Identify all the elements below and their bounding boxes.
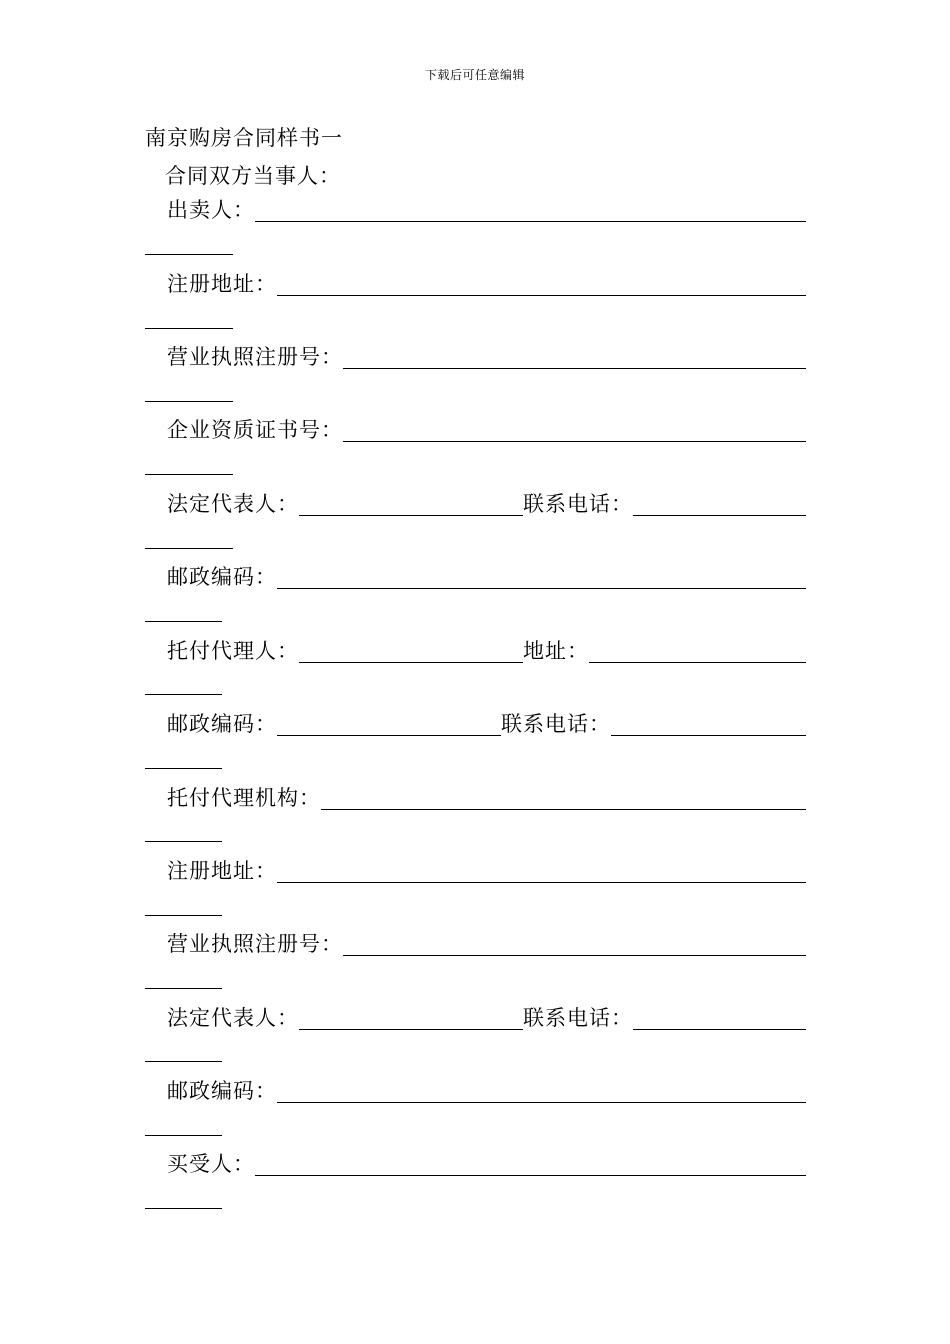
field-label: 邮政编码：: [167, 712, 277, 736]
field-row-agent: [167, 633, 806, 667]
fill-in-blank[interactable]: [343, 415, 806, 442]
field-label: 注册地址：: [167, 272, 277, 296]
field-label: 营业执照注册号：: [167, 932, 343, 956]
fill-in-blank-continuation[interactable]: [145, 694, 222, 695]
fill-in-blank[interactable]: [343, 929, 806, 956]
field-label: 法定代表人：: [167, 492, 299, 516]
fill-in-blank[interactable]: [277, 269, 806, 296]
fill-in-blank-continuation[interactable]: [145, 1061, 222, 1062]
fill-in-blank-continuation[interactable]: [145, 474, 233, 475]
field-label: 营业执照注册号：: [167, 345, 343, 369]
field-label: 法定代表人：: [167, 1006, 299, 1030]
fill-in-blank-continuation[interactable]: [145, 1208, 222, 1209]
fill-in-blank[interactable]: [277, 562, 806, 589]
field-row-business-license: [167, 339, 806, 373]
fill-in-blank[interactable]: [299, 489, 523, 516]
page-header: 下载后可任意编辑: [424, 68, 525, 82]
fill-in-blank[interactable]: [277, 709, 501, 736]
field-row-buyer: [167, 1146, 806, 1180]
fill-in-blank[interactable]: [277, 1076, 806, 1103]
fill-in-blank[interactable]: [633, 1003, 806, 1030]
field-row-postal-code: [167, 559, 806, 593]
field-label: 邮政编码：: [167, 565, 277, 589]
field-label-address: 地址：: [523, 639, 589, 663]
field-row-agency-license: [167, 926, 806, 960]
fill-in-blank-continuation[interactable]: [145, 768, 222, 769]
field-row-agent-postal: [167, 706, 806, 740]
field-label-phone: 联系电话：: [523, 492, 633, 516]
fill-in-blank-continuation[interactable]: [145, 621, 222, 622]
fill-in-blank[interactable]: [255, 195, 806, 222]
fill-in-blank-continuation[interactable]: [145, 915, 222, 916]
field-row-qualification-cert: [167, 412, 806, 446]
field-label: 邮政编码：: [167, 1079, 277, 1103]
field-label: 注册地址：: [167, 859, 277, 883]
fill-in-blank[interactable]: [299, 636, 523, 663]
field-label-phone: 联系电话：: [523, 1006, 633, 1030]
fill-in-blank-continuation[interactable]: [145, 1135, 222, 1136]
field-row-agency-address: [167, 853, 806, 887]
fill-in-blank-continuation[interactable]: [145, 254, 233, 255]
field-row-agency: [167, 780, 806, 814]
fill-in-blank[interactable]: [255, 1149, 806, 1176]
parties-heading: 合同双方当事人：: [165, 164, 341, 188]
document-title: 南京购房合同样书一: [145, 126, 343, 150]
fill-in-blank[interactable]: [589, 636, 806, 663]
fill-in-blank-continuation[interactable]: [145, 401, 233, 402]
field-row-seller: [167, 192, 806, 226]
field-label: 买受人：: [167, 1152, 255, 1176]
field-row-registered-address: [167, 266, 806, 300]
field-label: 托付代理人：: [167, 639, 299, 663]
field-label: 托付代理机构：: [167, 786, 321, 810]
field-label: 企业资质证书号：: [167, 418, 343, 442]
fill-in-blank[interactable]: [277, 856, 806, 883]
fill-in-blank-continuation[interactable]: [145, 328, 233, 329]
fill-in-blank[interactable]: [633, 489, 806, 516]
field-row-agency-postal: [167, 1073, 806, 1107]
field-row-agency-legal-rep: [167, 1000, 806, 1034]
fill-in-blank[interactable]: [343, 342, 806, 369]
field-label: 出卖人：: [167, 198, 255, 222]
fill-in-blank-continuation[interactable]: [145, 548, 233, 549]
fill-in-blank[interactable]: [611, 709, 806, 736]
fill-in-blank[interactable]: [299, 1003, 523, 1030]
field-row-legal-rep: [167, 486, 806, 520]
fill-in-blank-continuation[interactable]: [145, 841, 222, 842]
fill-in-blank-continuation[interactable]: [145, 988, 222, 989]
fill-in-blank[interactable]: [321, 783, 806, 810]
field-label-phone: 联系电话：: [501, 712, 611, 736]
